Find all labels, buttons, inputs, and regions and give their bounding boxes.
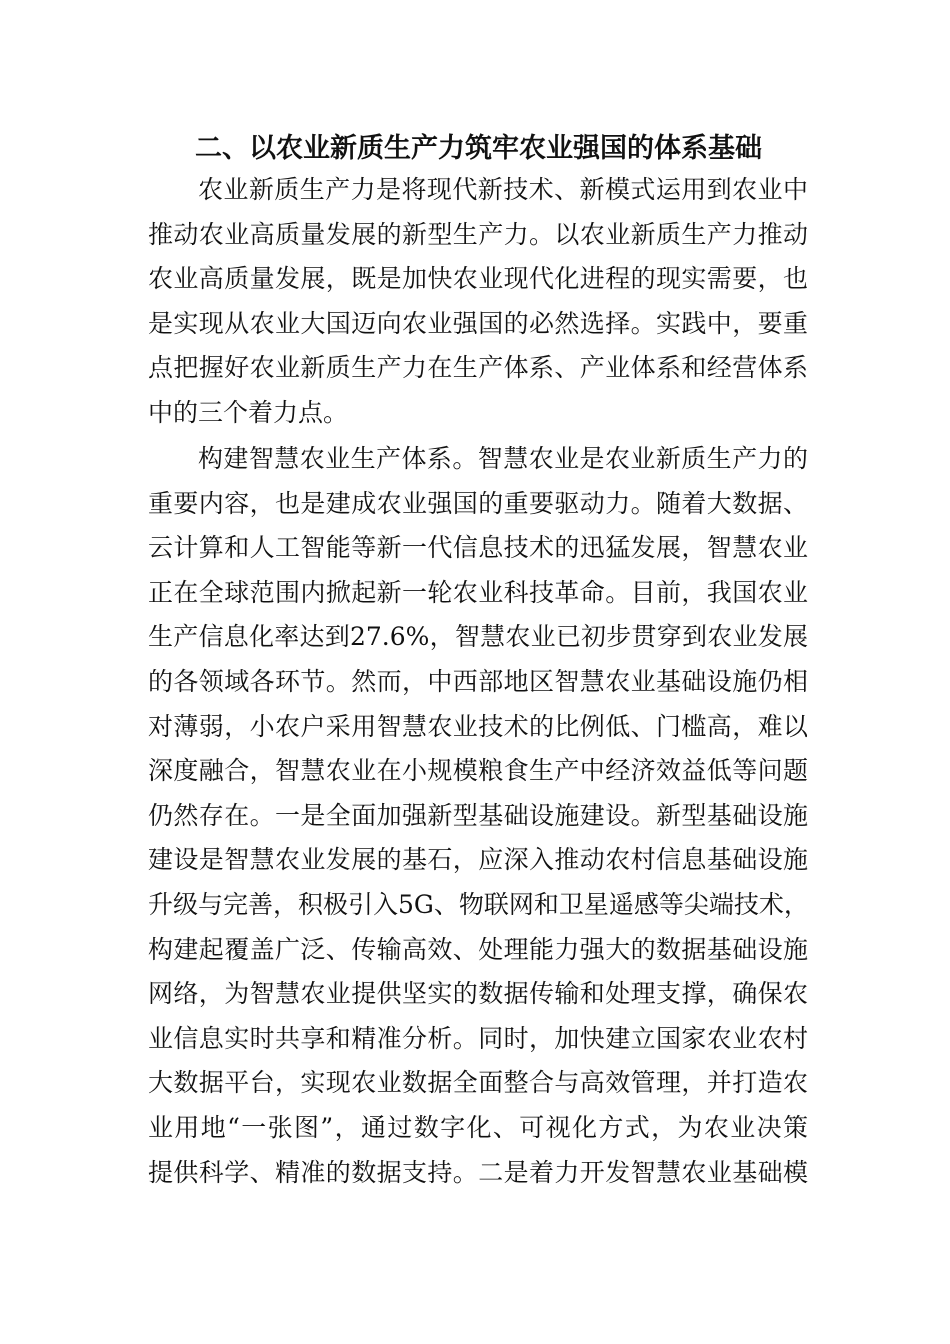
text-line: 中的三个着力点。 [148,397,349,427]
text-line: 重要内容，也是建成农业强国的重要驱动力。随着大数据、 [148,488,808,518]
text-line: 深度融合，智慧农业在小规模粮食生产中经济效益低等问题 [148,756,808,786]
text-line: 提供科学、精准的数据支持。二是着力开发智慧农业基础模 [148,1157,808,1187]
text-line: 农业高质量发展，既是加快农业现代化进程的现实需要，也 [148,264,808,294]
text-line: 正在全球范围内掀起新一轮农业科技革命。目前，我国农业 [148,577,808,607]
section-heading: 二、以农业新质生产力筑牢农业强国的体系基础 [195,133,762,164]
text-line: 构建智慧农业生产体系。智慧农业是农业新质生产力的 [198,444,808,473]
text-line: 业信息实时共享和精准分析。同时，加快建立国家农业农村 [148,1023,808,1053]
text-line: 业用地“一张图”，通过数字化、可视化方式，为农业决策 [148,1112,808,1142]
paragraph-2 [148,437,808,1195]
text-line: 建设是智慧农业发展的基石，应深入推动农村信息基础设施 [148,845,808,875]
text-line: 点把握好农业新质生产力在生产体系、产业体系和经营体系 [148,353,808,383]
text-line: 对薄弱，小农户采用智慧农业技术的比例低、门槛高，难以 [148,711,808,741]
text-line: 农业新质生产力是将现代新技术、新模式运用到农业中 [198,175,808,204]
text-line: 仍然存在。一是全面加强新型基础设施建设。新型基础设施 [148,800,808,830]
text-line: 网络，为智慧农业提供坚实的数据传输和处理支撑，确保农 [148,979,808,1009]
text-line: 云计算和人工智能等新一代信息技术的迅猛发展，智慧农业 [148,533,808,563]
text-line: 生产信息化率达到27.6%，智慧农业已初步贯穿到农业发展 [148,622,808,652]
paragraph-1 [148,168,808,436]
text-line: 是实现从农业大国迈向农业强国的必然选择。实践中，要重 [148,308,808,338]
text-line: 构建起覆盖广泛、传输高效、处理能力强大的数据基础设施 [148,934,808,964]
text-line: 升级与完善，积极引入5G、物联网和卫星遥感等尖端技术， [148,889,809,919]
text-line: 大数据平台，实现农业数据全面整合与高效管理，并打造农 [148,1068,808,1098]
text-line: 的各领域各环节。然而，中西部地区智慧农业基础设施仍相 [148,666,808,696]
text-line: 推动农业高质量发展的新型生产力。以农业新质生产力推动 [148,219,808,249]
